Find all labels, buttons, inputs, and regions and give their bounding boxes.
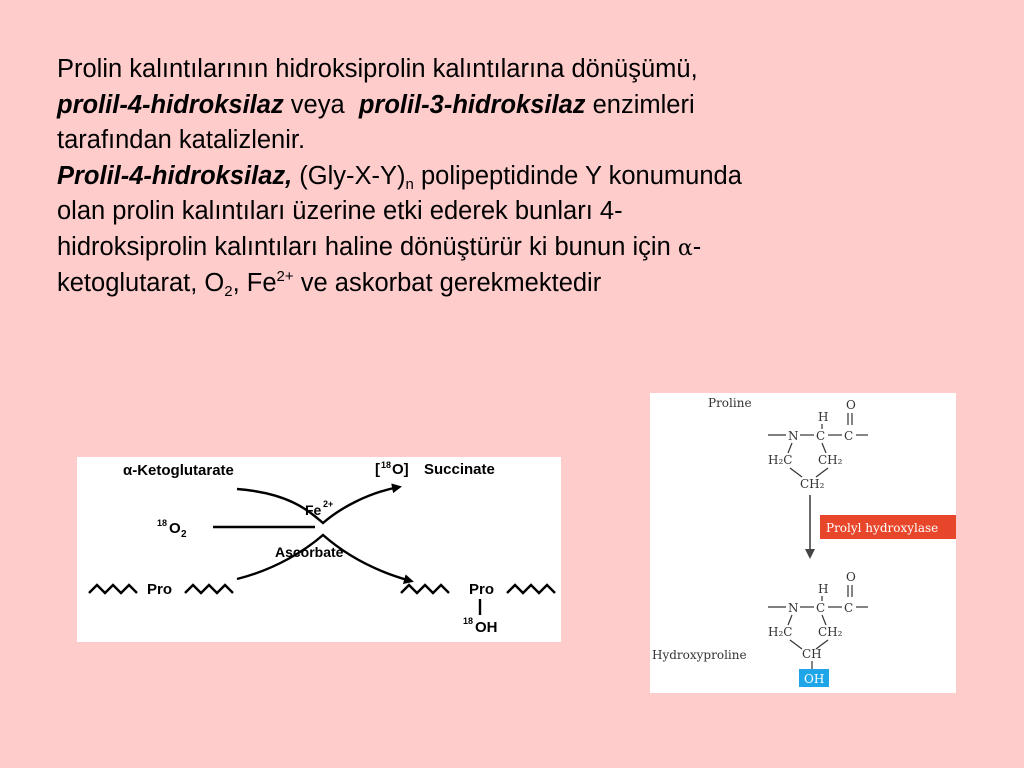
enzymes-word: enzimleri [585, 90, 695, 119]
pro-left-label: Pro [147, 581, 173, 598]
prolyl-hydroxylase-label: Prolyl hydroxylase [826, 521, 939, 535]
product-o-label: O] [392, 461, 409, 478]
main-text [57, 52, 987, 302]
intro-sentence: Prolin kalıntılarının hidroksiprolin kalıntılarına dönüşümü, [57, 55, 698, 83]
hydroxyproline-label: Hydroxyproline [652, 648, 747, 662]
reaction-diagram [77, 457, 561, 642]
atom-n-bottom: N [788, 601, 799, 615]
o2-subscript: 2 [224, 283, 233, 300]
polypeptide-text: polipeptidinde Y konumunda [413, 161, 742, 190]
ketoglutarate-text: ketoglutarat, O [57, 269, 225, 297]
alpha-symbol: α [677, 235, 693, 261]
oh-isotope: 18 [463, 616, 474, 626]
reaction-figure [77, 457, 561, 642]
alpha-ketoglutarate-label: α-Ketoglutarate [123, 462, 234, 479]
hydroxyproline-structure [768, 570, 868, 687]
right-chain-zigzag [401, 585, 449, 593]
gly-subscript: n [405, 175, 414, 193]
proline-structure [768, 398, 868, 491]
alpha-dash: - [692, 232, 702, 261]
o2-subscript-fig: 2 [181, 529, 187, 540]
o2-label: O [169, 520, 181, 537]
enzyme-heading: Prolil-4-hidroksilaz, [57, 161, 293, 190]
left-chain-zigzag-2 [185, 585, 233, 593]
atom-c-carbonyl-bottom: C [844, 601, 854, 615]
pro-right-label: Pro [469, 581, 495, 598]
proline-label: Proline [708, 396, 752, 410]
atom-o-top: O [846, 398, 856, 412]
structure-diagram [650, 393, 956, 693]
atom-c-carbonyl-top: C [844, 429, 854, 443]
conversion-text: hidroksiprolin kalıntıları haline dönüştürür ki bunun için [57, 232, 678, 261]
atom-ch2-top: CH₂ [818, 453, 843, 467]
text-line-5 [57, 194, 987, 230]
gly-x-y-sequence: (Gly-X-Y) [292, 161, 406, 190]
atom-ch2-bottom: CH₂ [818, 625, 843, 639]
o2-isotope: 18 [157, 518, 168, 528]
fe-text: , Fe [232, 269, 277, 297]
atom-h-bottom: H [818, 582, 829, 596]
atom-h2c-top: H₂C [768, 453, 793, 467]
enzyme-prolyl-3-hydroxylase: prolil-3-hidroksilaz [358, 90, 586, 119]
text-line-2 [57, 88, 987, 124]
oh-label-fig: OH [475, 619, 498, 636]
enzyme-prolyl-4-hydroxylase: prolil-4-hidroksilaz [57, 90, 284, 119]
fe-superscript-fig: 2+ [323, 499, 334, 509]
atom-h-top: H [818, 410, 829, 424]
atom-o-bottom: O [846, 570, 856, 584]
text-line-7 [57, 266, 987, 302]
oh-label: OH [804, 672, 825, 686]
proline-hydroxylation-figure [650, 393, 956, 693]
text-line-3 [57, 123, 987, 159]
atom-h2c-bottom: H₂C [768, 625, 793, 639]
atom-ch: CH [802, 647, 822, 661]
ascorbate-text: ve askorbat gerekmektedir [293, 269, 602, 297]
succinate-label: Succinate [424, 461, 495, 478]
fe-superscript: 2+ [276, 268, 294, 285]
atom-c-alpha-bottom: C [816, 601, 826, 615]
connector-text: veya [283, 90, 359, 119]
text-line-1 [57, 52, 987, 88]
atom-c-alpha-top: C [816, 429, 826, 443]
fe-label: Fe [305, 502, 322, 518]
right-chain-zigzag-2 [507, 585, 555, 593]
product-o-isotope: 18 [381, 460, 392, 470]
ascorbate-label: Ascorbate [275, 544, 344, 560]
atom-n-top: N [788, 429, 799, 443]
product-o-bracket: [ [375, 461, 380, 478]
text-line-6 [57, 230, 987, 267]
text-line-4 [57, 159, 987, 195]
left-chain-zigzag [89, 585, 137, 593]
catalysis-text: tarafından katalizlenir. [57, 126, 306, 154]
atom-ch2-bottom-top: CH₂ [800, 477, 825, 491]
action-text: olan prolin kalıntıları üzerine etki ederek bunları 4- [57, 197, 623, 225]
